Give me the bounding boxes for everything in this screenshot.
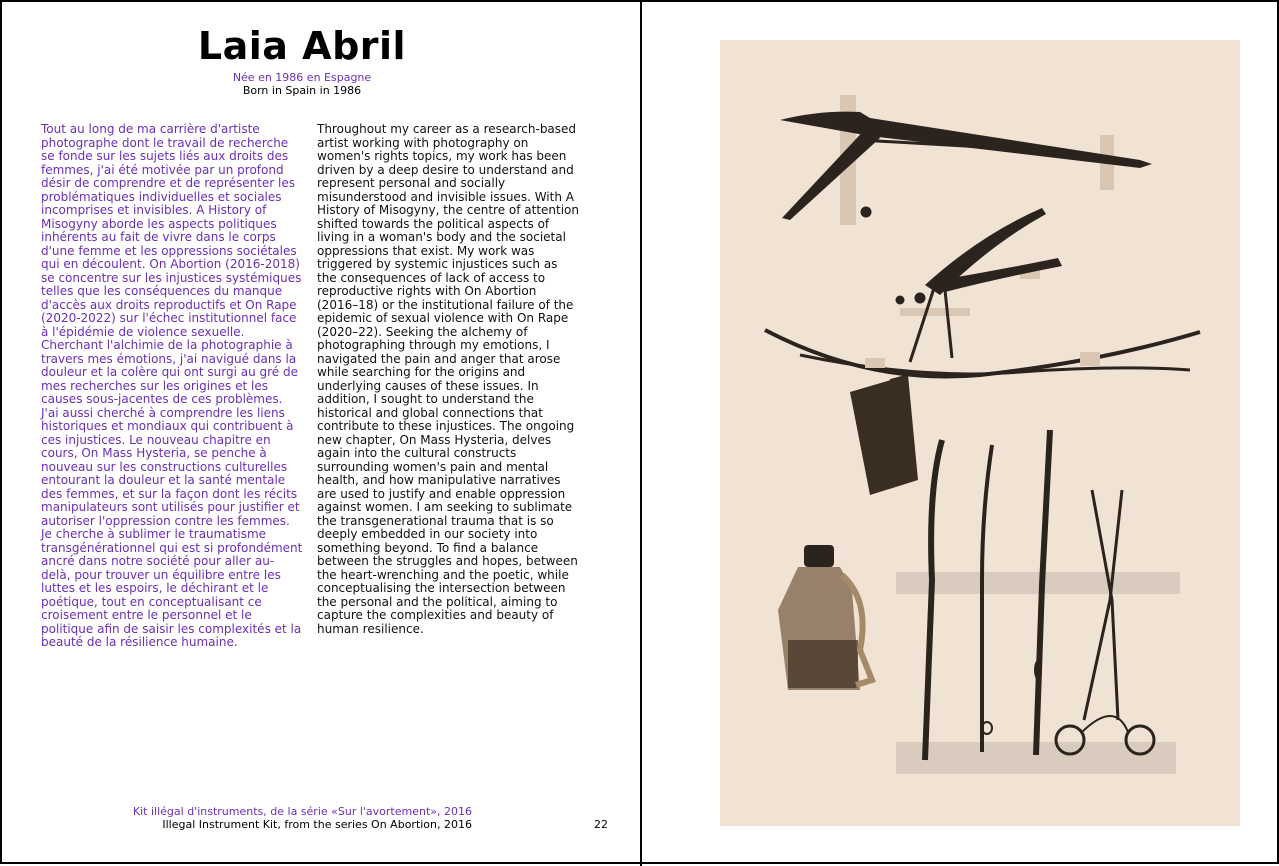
statement-text-en: Throughout my career as a research-based artist working with photography on women's rights topics, my work has been driven by a deep desire to understand and represent personal and socially misunderstood and invisible issues. With A History of Misogyny, the centre of attention shifted towards the political aspects of living in a woman's body and the societal oppressions that exist. My work was triggered by systemic injustices such as the consequences of lack of access to reproductive rights with On Abortion (2016–18) or the institutional failure of the epidemic of sexual violence with On Rape (2020–22). Seeking the alchemy of photographing through my emotions, I navigated the pain and anger that arose while searching for the origins and underlying causes of these issues. In addition, I sought to understand the historical and global connections that contribute to these injustices. The ongoing new chapter, On Mass Hysteria, delves again into the cultural constructs surrounding women's pain and mental health, and how manipulative narratives are used to justify and enable oppression against women. I am seeking to sublimate the transgenerational trauma that is so deeply embedded in our society into something beyond. To find a balance between the struggles and hopes, between the heart-wrenching and the poetic, while conceptualising the intersection between the personal and the political, aiming to capture the complexities and beauty of human resilience.: [317, 122, 580, 636]
speculum-icon: [896, 208, 1062, 362]
statement-text-fr: Tout au long de ma carrière d'artiste photographe dont le travail de recherche se fonde sur les sujets liés aux droits des femmes, j'ai été motivée par un profond désir de comprendre et de représenter les problématiques individuelles et sociales incomprises et invisibles. A History of Misogyny aborde les aspects politiques inhérents au fait de vivre dans le corps d'une femme et les oppressions sociétales qui en découlent. On Abortion (2016-2018) se concentre sur les injustices systémiques telles que les conséquences du manque d'accès aux droits reproductifs et On Rape (2020-2022) sur l'échec institutionnel face à l'épidémie de violence sexuelle. Cherchant l'alchimie de la photographie à travers mes émotions, j'ai navigué dans la douleur et la colère qui ont surgi au gré de mes recherches sur les origines et les causes sous-jacentes de ces problèmes. J'ai aussi cherché à comprendre les liens historiques et mondiaux qui contribuent à ces injustices. Le nouveau chapitre en cours, On Mass Hysteria, se penche à nouveau sur les constructions culturelles entourant la douleur et la santé mentale des femmes, et sur la façon dont les récits manipulateurs sont utilisés pour justifier et autoriser l'oppression contre les femmes. Je cherche à sublimer le traumatisme transgénérationnel qui est si profondément ancré dans notre société pour aller au-delà, pour trouver un équilibre entre les luttes et les espoirs, le déchirant et le poétique, tout en conceptualisant ce croisement entre le personnel et le politique afin de saisir les complexités et la beauté de la résilience humaine.: [41, 122, 303, 649]
image-caption-fr: Kit illégal d'instruments, de la série «Sur l'avortement», 2016: [132, 805, 472, 818]
artwork-photo: [720, 40, 1240, 826]
medicine-bottle-icon: [778, 545, 872, 690]
image-caption-en: Illegal Instrument Kit, from the series On Abortion, 2016: [162, 818, 472, 831]
sounds-and-forceps-rack-icon: [896, 430, 1180, 774]
left-page: [2, 2, 640, 866]
artwork-illustration: [720, 40, 1240, 826]
statement-column-en: [317, 123, 579, 636]
calipers-icon: [780, 95, 1152, 225]
page-number: 22: [594, 818, 608, 831]
right-page: [642, 2, 1279, 866]
artist-name: Laia Abril: [197, 24, 407, 68]
born-caption-fr: Née en 1986 en Espagne: [232, 71, 372, 84]
statement-column-fr: [41, 123, 303, 650]
catheter-tube-with-tag-icon: [765, 330, 1200, 495]
born-caption-en: Born in Spain in 1986: [242, 84, 362, 97]
